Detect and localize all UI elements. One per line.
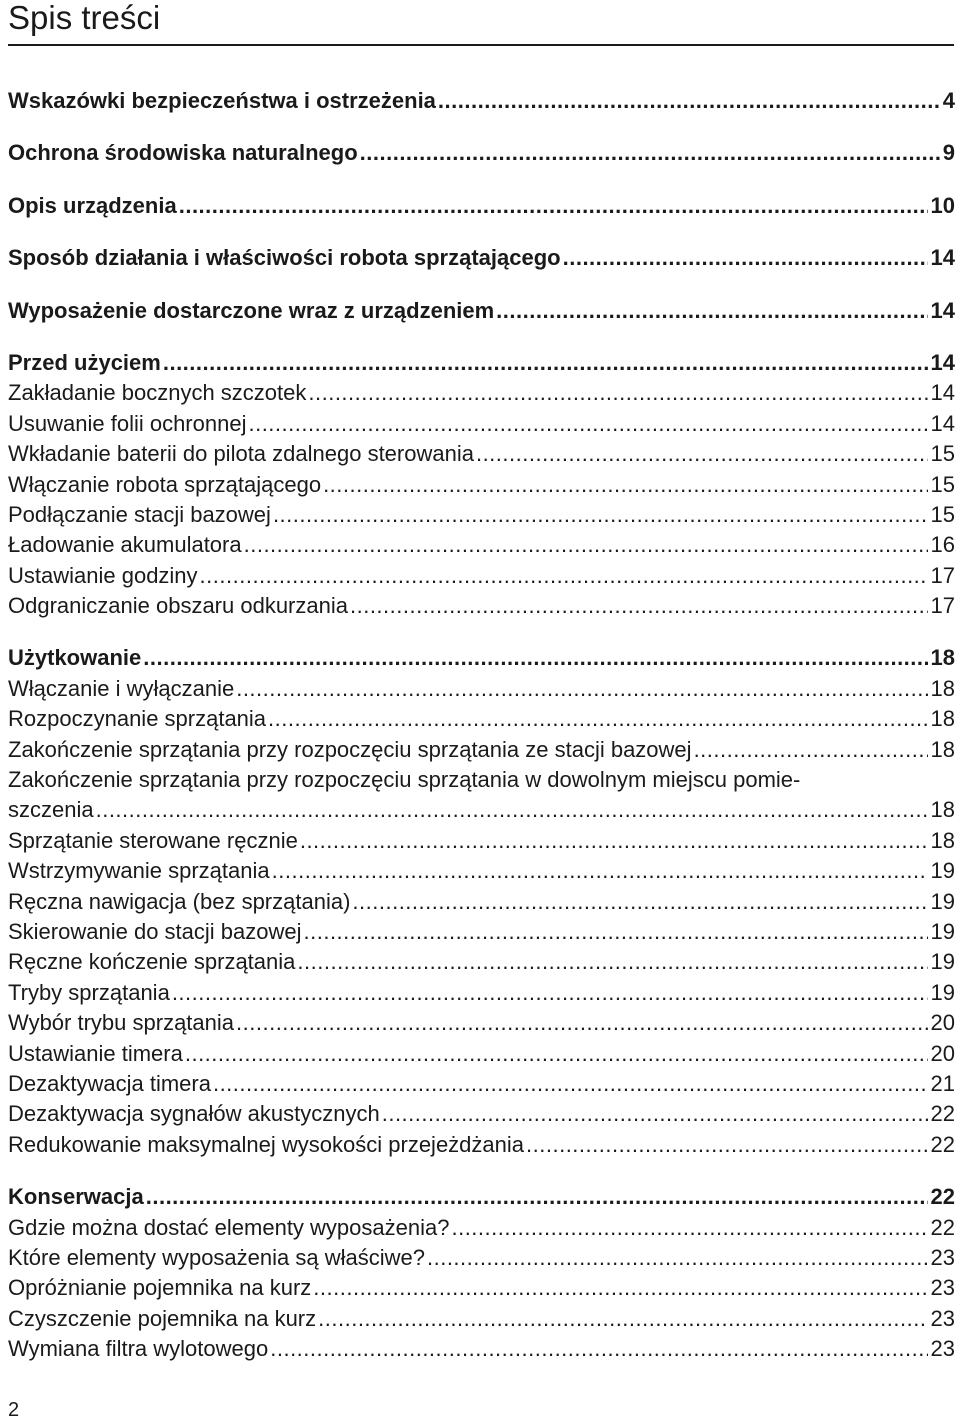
toc-entry-page: 18	[930, 827, 955, 853]
toc-entry[interactable]	[8, 1130, 955, 1160]
toc-entry-page: 15	[930, 501, 955, 527]
toc-entry-page: 18	[930, 645, 955, 671]
toc-entry-page: 18	[930, 706, 955, 732]
toc-entry[interactable]	[8, 978, 955, 1008]
toc-entry-label: Sposób działania i właściwości robota sprzątającego	[8, 245, 561, 271]
toc-leader-dots	[236, 674, 927, 704]
toc-entry[interactable]	[8, 1334, 955, 1364]
toc-entry-label: Redukowanie maksymalnej wysokości przejeżdżania	[8, 1131, 525, 1157]
toc-entry-page: 21	[930, 1070, 955, 1096]
toc-entry[interactable]	[8, 561, 955, 591]
toc-leader-dots	[694, 735, 928, 765]
toc-entry-page: 9	[942, 140, 955, 166]
toc-leader-dots	[526, 1130, 928, 1160]
toc-entry-label: Wymiana filtra wylotowego	[8, 1336, 269, 1362]
toc-leader-dots	[272, 856, 928, 886]
toc-entry-label: Zakładanie bocznych szczotek	[8, 380, 307, 406]
toc-entry[interactable]	[8, 826, 955, 856]
toc-entry-page: 14	[930, 380, 955, 406]
toc-entry[interactable]	[8, 947, 955, 977]
toc-entry-page: 17	[930, 562, 955, 588]
toc-entry-label: Sprzątanie sterowane ręcznie	[8, 827, 298, 853]
toc-leader-dots	[96, 795, 928, 825]
toc-entry[interactable]	[8, 917, 955, 947]
toc-entry-page: 14	[930, 245, 955, 271]
toc-entry-page: 15	[930, 471, 955, 497]
toc-leader-dots	[318, 1304, 927, 1334]
toc-entry[interactable]	[8, 470, 955, 500]
toc-entry[interactable]	[8, 674, 955, 704]
toc-leader-dots	[200, 561, 928, 591]
page-number: 2	[8, 1399, 20, 1421]
toc-leader-dots	[350, 591, 928, 621]
toc-entry-page: 23	[930, 1275, 955, 1301]
toc-entry-label: Ustawianie timera	[8, 1040, 183, 1066]
toc-entry-label: Wskazówki bezpieczeństwa i ostrzeżenia	[8, 88, 436, 113]
toc-entry-label: Użytkowanie	[8, 645, 142, 671]
toc-entry-page: 14	[930, 410, 955, 436]
toc-leader-dots	[304, 917, 928, 947]
toc-entry-label: Wstrzymywanie sprzątania	[8, 858, 270, 884]
toc-leader-dots	[268, 704, 927, 734]
toc-leader-dots	[273, 500, 928, 530]
toc-entry-page: 18	[930, 797, 955, 823]
toc-leader-dots	[236, 1008, 928, 1038]
toc-entry[interactable]	[8, 1069, 955, 1099]
toc-entry[interactable]	[8, 378, 955, 408]
toc-entry-safety[interactable]	[8, 86, 955, 116]
toc-leader-dots	[213, 1069, 928, 1099]
toc-entry-before-use[interactable]	[8, 348, 955, 378]
toc-entry-label: Wybór trybu sprzątania	[8, 1010, 235, 1036]
toc-entry-page: 15	[930, 441, 955, 467]
page-title: Spis treści	[8, 0, 161, 36]
toc-entry-label: Przed użyciem	[8, 349, 161, 375]
toc-leader-dots	[476, 439, 928, 469]
toc-leader-dots	[244, 530, 928, 560]
toc-entry-label: Zakończenie sprzątania przy rozpoczęciu sprzątania ze stacji bazowej	[8, 736, 692, 762]
toc-leader-dots	[360, 138, 940, 168]
toc-entry[interactable]	[8, 856, 955, 886]
toc-entry-maintenance[interactable]	[8, 1182, 955, 1212]
toc-entry-multiline[interactable]	[8, 765, 955, 795]
toc-entry[interactable]	[8, 409, 955, 439]
toc-entry[interactable]	[8, 1099, 955, 1129]
toc-entry[interactable]	[8, 439, 955, 469]
toc-entry-label: Wyposażenie dostarczone wraz z urządzeniem	[8, 297, 495, 323]
toc-leader-dots	[313, 1273, 927, 1303]
toc-entry-label: Opróżnianie pojemnika na kurz	[8, 1275, 312, 1301]
toc-leader-dots	[172, 978, 928, 1008]
title-divider	[8, 44, 954, 46]
toc-entry[interactable]	[8, 887, 955, 917]
toc-entry-page: 16	[930, 532, 955, 558]
toc-entry[interactable]	[8, 1243, 955, 1273]
toc-entry-label-line2: szczenia	[8, 797, 94, 823]
toc-leader-dots	[427, 1243, 928, 1273]
toc-entry-label-line1: Zakończenie sprzątania przy rozpoczęciu sprzątania w dowolnym miejscu pomie-	[8, 767, 801, 793]
toc-entry-page: 20	[930, 1040, 955, 1066]
toc-entry-device-description[interactable]	[8, 191, 955, 221]
toc-entry-label: Włączanie robota sprzątającego	[8, 471, 322, 497]
toc-leader-dots	[323, 470, 927, 500]
toc-entry[interactable]	[8, 1213, 955, 1243]
toc-entry-page: 22	[930, 1214, 955, 1240]
toc-entry-label: Ochrona środowiska naturalnego	[8, 140, 358, 166]
toc-entry[interactable]	[8, 1304, 955, 1334]
toc-entry[interactable]	[8, 1273, 955, 1303]
toc-entry-label: Ładowanie akumulatora	[8, 532, 242, 558]
toc-leader-dots	[146, 1182, 928, 1212]
toc-entry-label: Dezaktywacja sygnałów akustycznych	[8, 1101, 380, 1127]
toc-entry[interactable]	[8, 591, 955, 621]
toc-entry-page: 4	[942, 88, 955, 113]
toc-leader-dots	[179, 191, 928, 221]
toc-entry-page: 14	[930, 349, 955, 375]
toc-leader-dots	[352, 887, 927, 917]
toc-entry-usage[interactable]	[8, 643, 955, 673]
toc-entry-page: 22	[930, 1101, 955, 1127]
table-of-contents	[8, 86, 955, 1364]
toc-leader-dots	[185, 1039, 928, 1069]
toc-entry-page: 23	[930, 1305, 955, 1331]
toc-entry-page: 23	[930, 1244, 955, 1270]
toc-entry-page: 22	[930, 1131, 955, 1157]
toc-entry-label: Usuwanie folii ochronnej	[8, 410, 247, 436]
toc-entry-page: 19	[930, 888, 955, 914]
toc-entry[interactable]	[8, 735, 955, 765]
toc-entry[interactable]	[8, 1008, 955, 1038]
toc-entry-label: Wkładanie baterii do pilota zdalnego sterowania	[8, 441, 474, 467]
toc-leader-dots	[308, 378, 927, 408]
toc-entry-label: Które elementy wyposażenia są właściwe?	[8, 1244, 425, 1270]
toc-entry-page: 23	[930, 1336, 955, 1362]
toc-entry-page: 17	[930, 593, 955, 619]
toc-entry-label: Dezaktywacja timera	[8, 1070, 211, 1096]
toc-entry-equipment[interactable]	[8, 296, 955, 326]
toc-entry-label: Rozpoczynanie sprzątania	[8, 706, 267, 732]
toc-entry-page: 22	[930, 1184, 955, 1210]
toc-entry-page: 18	[930, 736, 955, 762]
toc-entry-page: 19	[930, 858, 955, 884]
toc-entry-page: 20	[930, 1010, 955, 1036]
toc-entry-label: Czyszczenie pojemnika na kurz	[8, 1305, 317, 1331]
toc-leader-dots	[248, 409, 927, 439]
toc-entry-page: 19	[930, 918, 955, 944]
toc-entry-page: 19	[930, 949, 955, 975]
toc-leader-dots	[438, 86, 940, 116]
toc-entry[interactable]	[8, 500, 955, 530]
toc-leader-dots	[270, 1334, 927, 1364]
toc-entry-label: Skierowanie do stacji bazowej	[8, 918, 302, 944]
toc-entry-label: Odgraniczanie obszaru odkurzania	[8, 593, 348, 619]
toc-leader-dots	[300, 826, 928, 856]
toc-leader-dots	[382, 1099, 928, 1129]
toc-entry-label: Ręczne kończenie sprzątania	[8, 949, 296, 975]
toc-entry-label: Włączanie i wyłączanie	[8, 675, 235, 701]
toc-entry-label: Konserwacja	[8, 1184, 144, 1210]
toc-leader-dots	[496, 296, 927, 326]
toc-entry-environment[interactable]	[8, 138, 955, 168]
toc-entry-operation[interactable]	[8, 243, 955, 273]
toc-leader-dots	[563, 243, 928, 273]
toc-leader-dots	[143, 643, 927, 673]
toc-entry-page: 14	[930, 297, 955, 323]
toc-entry-label: Tryby sprzątania	[8, 979, 170, 1005]
toc-entry-page: 19	[930, 979, 955, 1005]
toc-leader-dots	[163, 348, 928, 378]
toc-entry-label: Ręczna nawigacja (bez sprzątania)	[8, 888, 351, 914]
toc-entry-label: Gdzie można dostać elementy wyposażenia?	[8, 1214, 450, 1240]
toc-entry-label: Opis urządzenia	[8, 192, 177, 218]
toc-entry-multiline-continuation[interactable]	[8, 795, 955, 825]
toc-entry[interactable]	[8, 1039, 955, 1069]
toc-entry-label: Podłączanie stacji bazowej	[8, 501, 271, 527]
toc-entry[interactable]	[8, 530, 955, 560]
toc-entry-label: Ustawianie godziny	[8, 562, 198, 588]
toc-leader-dots	[451, 1213, 927, 1243]
toc-leader-dots	[297, 947, 927, 977]
toc-entry-page: 10	[930, 192, 955, 218]
toc-entry-page: 18	[930, 675, 955, 701]
toc-entry[interactable]	[8, 704, 955, 734]
